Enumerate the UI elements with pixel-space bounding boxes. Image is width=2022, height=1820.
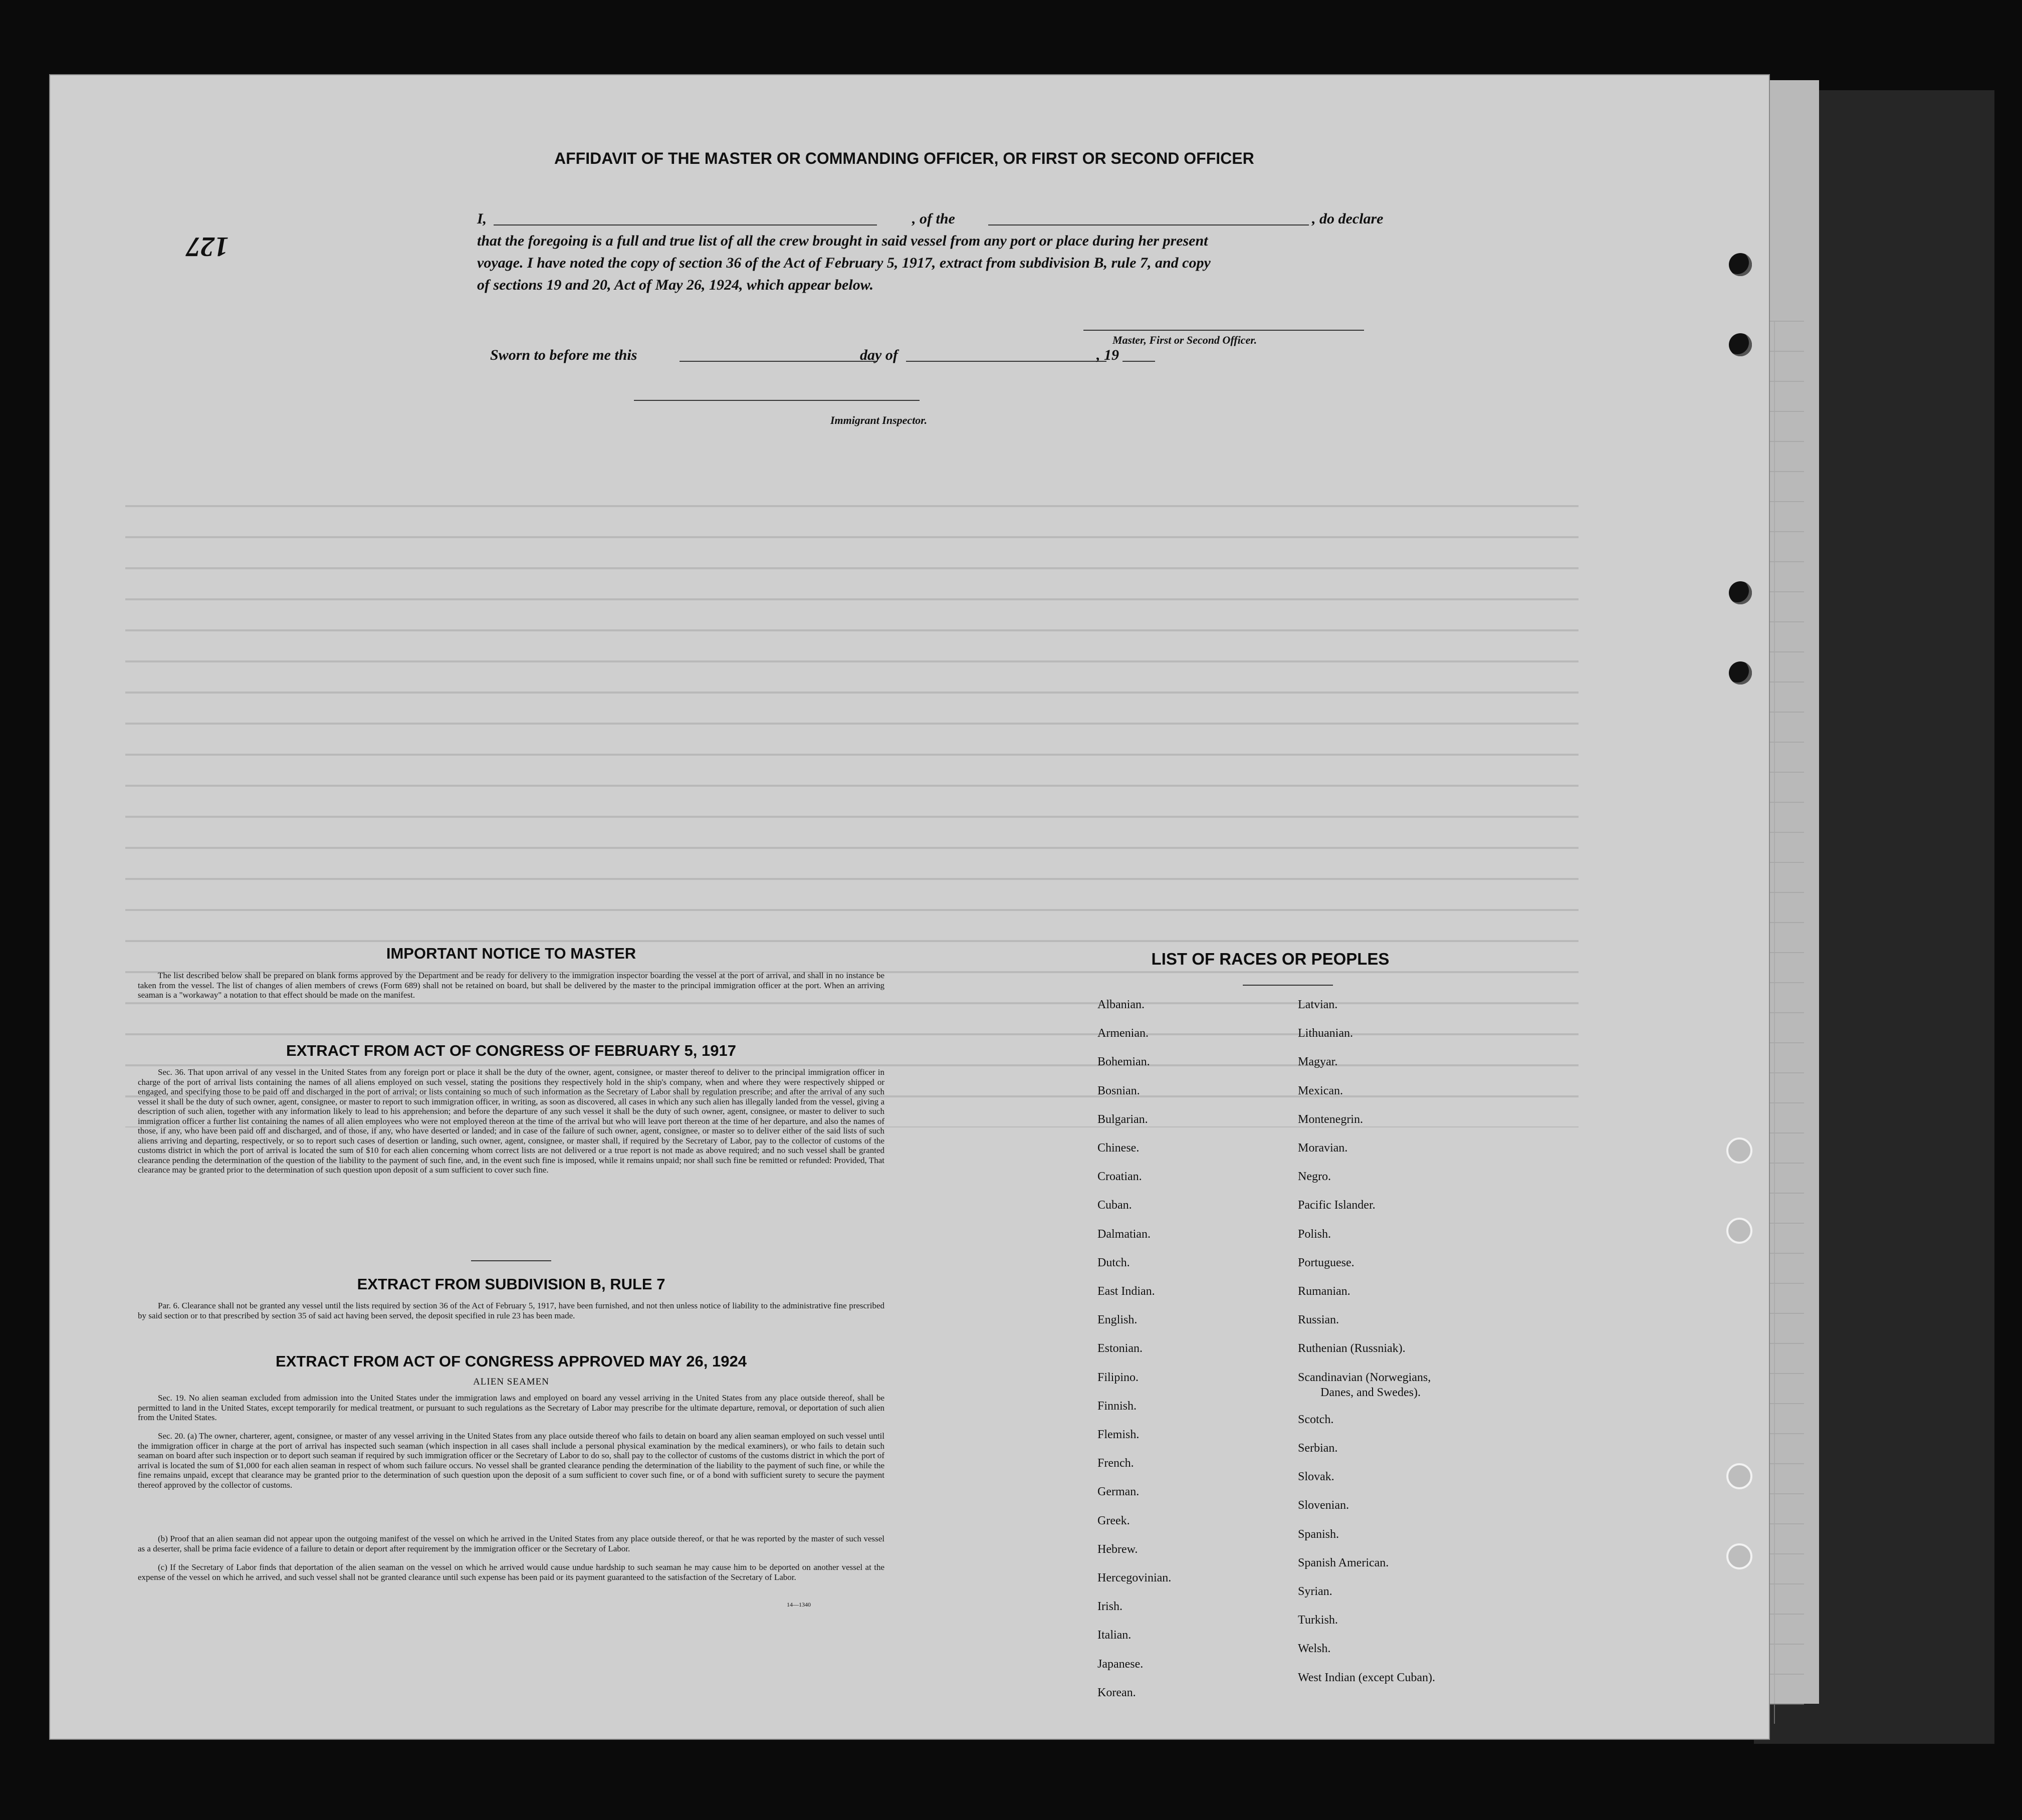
race-list-item: Slovak. [1298, 1470, 1334, 1484]
race-list-item: Croatian. [1097, 1170, 1142, 1184]
master-signature-field [1083, 330, 1364, 331]
race-list-item: Irish. [1097, 1600, 1122, 1614]
act-1924-section-20b: (b) Proof that an alien seaman did not appear upon the outgoing manifest of the vessel on which he arrived in the United States from any place outside thereof, or that he was reported by the master of such vessel as a deserter, shall be prima facie evidence of a failure to detain or deport after requirement by the immigration officer or the Secretary of Labor. [138, 1534, 884, 1553]
race-list-item: Pacific Islander. [1298, 1199, 1376, 1212]
act-1924-section-19: Sec. 19. No alien seaman excluded from admission into the United States under the immigration laws and employed on board any vessel arriving in the United States from any place outside thereof, shall be permitted to land in the United States, except temporarily for medical treatment, or pursuant to such regulations as the Secretary of Labor may prescribe for the ultimate departure, removal, or deportation of such alien from the United States. [138, 1393, 884, 1422]
rule-7-title: EXTRACT FROM SUBDIVISION B, RULE 7 [357, 1275, 665, 1293]
race-list-item: Estonian. [1097, 1342, 1143, 1355]
sworn-month-field [906, 361, 1106, 362]
divider [471, 1260, 551, 1261]
affidavit-text-line: of sections 19 and 20, Act of May 26, 1924, which appear below. [477, 277, 874, 293]
vessel-name-field [988, 224, 1309, 225]
binder-hole [1729, 253, 1752, 276]
form-number: 14—1340 [787, 1601, 811, 1608]
race-list-item: Armenian. [1097, 1027, 1149, 1040]
inspector-caption: Immigrant Inspector. [830, 414, 928, 426]
affidavit-title: AFFIDAVIT OF THE MASTER OR COMMANDING OFFICER, OR FIRST OR SECOND OFFICER [554, 149, 1254, 167]
act-1917-section-36: Sec. 36. That upon arrival of any vessel in the United States from any foreign port or place it shall be the duty of the owner, agent, consignee, or master thereof to deliver to the principal immigration officer in charge of the port of arrival lists containing the names of all aliens employed on such vessel, stating the positions they respectively hold in the ship's company, when and where they were respectively shipped or engaged, and specifying those to be paid off and discharged in the port of arrival; or lists containing so much of such information as the Secretary of Labor shall by regulation prescribe; and after the arrival of any such vessel it shall be the duty of such owner, agent, consignee, or master to report to such immigration officer, in writing, as soon as discovered, all cases in which any such alien has illegally landed from the vessel, giving a description of such alien, together with any information likely to lead to his apprehension; and before the departure of any such vessel it shall be the duty of such owner, agent, consignee, or master to deliver to such immigration officer a further list containing the names of all alien employees who were not employed thereon at the time of the arrival but who will leave port thereon at the time of her departure, and also the names of those, if any, who have been paid off and discharged, and of those, if any, who have deserted or landed; and in case of the failure of such owner, agent, consignee, or master so to deliver either of the said lists of such aliens arriving and departing, respectively, or so to report such cases of desertion or landing, such owner, agent, consignee, or master shall, if required by the Secretary of Labor, pay to the collector of customs of the customs district in which the port of arrival is located the sum of $10 for each alien concerning whom correct lists are not delivered or a true report is not made as above required; and no such vessel shall be granted clearance pending the determination of the question of the liability to the payment of such fine, and, in the event such fine is imposed, while it remains unpaid; nor shall such fine be remitted or refunded: Provided, That clearance may be granted prior to the determination of such question upon deposit of a sum sufficient to cover such fine. [138, 1067, 884, 1175]
race-list-item: Flemish. [1097, 1428, 1140, 1441]
rule-7-paragraph-6: Par. 6. Clearance shall not be granted any vessel until the lists required by section 36 of the Act of February 5, 1917, have been furnished, and not then unless notice of liability to the administrative fine prescribed by said section or to that prescribed by section 35 of said act having been served, the deposit specified in rule 23 has been made. [138, 1301, 884, 1320]
race-list-item: Serbian. [1298, 1442, 1338, 1455]
race-list-item: Bosnian. [1097, 1084, 1140, 1097]
reinforcement-ring [1726, 1463, 1752, 1489]
sworn-year-field [1122, 361, 1155, 362]
race-list-item: Spanish American. [1298, 1556, 1389, 1569]
race-list-item: French. [1097, 1457, 1134, 1470]
race-list-item: Slovenian. [1298, 1499, 1349, 1512]
race-list-item: Dutch. [1097, 1256, 1130, 1269]
race-list-item: Albanian. [1097, 998, 1145, 1011]
bleed-through-text [125, 476, 1579, 1127]
race-list-item: Russian. [1298, 1313, 1339, 1327]
race-list-item: Chinese. [1097, 1142, 1140, 1155]
race-list-item: Rumanian. [1298, 1285, 1351, 1298]
race-list-item: Polish. [1298, 1227, 1331, 1241]
divider [1243, 985, 1333, 986]
act-1924-section-20c: (c) If the Secretary of Labor finds that deportation of the alien seaman on the vessel on which he arrived would cause undue hardship to such seaman he may cause him to be deported on another vessel at the expense of the vessel on which he arrived, and such vessel shall not be granted clearance until such expense has been paid or its payment guaranteed to the satisfaction of the Secretary of Labor. [138, 1562, 884, 1582]
race-list-item: Bulgarian. [1097, 1112, 1148, 1126]
act-1924-section-20a: Sec. 20. (a) The owner, charterer, agent, consignee, or master of any vessel arriving in the United States from any place outside thereof who fails to detain on board any alien seaman employed on such vessel until the immigration officer in charge at the port of arrival has inspected such seaman (which inspection in all cases shall include a personal physical examination by the medical examiners), or who fails to detain such seaman on board after such inspection or to deport such seaman if required by such immigration officer or the Secretary of Labor to do so, shall pay to the collector of customs of the customs district in which the port of arrival is located the sum of $1,000 for each alien seaman in respect of whom such failure occurs. No vessel shall be granted clearance pending the determination of the liability to the payment of such fine, or while the fine remains unpaid, except that clearance may be granted prior to the determination of such question upon the deposit of a sum sufficient to cover such fine, or of a bond with sufficient surety to secure the payment thereof approved by the collector of customs. [138, 1431, 884, 1490]
inspector-signature-field [634, 400, 920, 401]
race-list-item: Finnish. [1097, 1399, 1137, 1413]
race-list-item: Montenegrin. [1298, 1112, 1363, 1126]
race-list-item: West Indian (except Cuban). [1298, 1671, 1435, 1684]
race-list-item: Magyar. [1298, 1055, 1338, 1069]
notice-title: IMPORTANT NOTICE TO MASTER [386, 945, 636, 962]
scan-edge-notch [1999, 601, 2022, 671]
alien-seamen-subtitle: ALIEN SEAMEN [473, 1377, 549, 1387]
race-list-item: Syrian. [1298, 1585, 1332, 1598]
year-label: , 19 [1096, 347, 1119, 363]
of-the-label: , of the [912, 210, 955, 227]
notice-body: The list described below shall be prepared on blank forms approved by the Department and be ready for delivery to the immigration inspector boarding the vessel at the port of arrival, and shall in no instance be taken from the vessel. The list of changes of alien members of crews (Form 689) shall not be retained on board, but shall be delivered by the master to the principal immigration officer at the port. When an arriving seaman is a "workaway" a notation to that effect should be made on the manifest. [138, 971, 884, 1000]
race-list-item: English. [1097, 1313, 1138, 1327]
binder-hole [1729, 581, 1752, 604]
act-1924-title: EXTRACT FROM ACT OF CONGRESS APPROVED MAY 26, 1924 [276, 1352, 747, 1370]
race-list-item: East Indian. [1097, 1285, 1155, 1298]
do-declare-label: , do declare [1312, 210, 1384, 227]
race-list-item: Moravian. [1298, 1142, 1348, 1155]
race-list-item: Japanese. [1097, 1657, 1144, 1671]
affidavit-text-line: that the foregoing is a full and true list of all the crew brought in said vessel from any port or place during her present [477, 233, 1208, 249]
binder-hole [1729, 333, 1752, 356]
reinforcement-ring [1726, 1138, 1752, 1164]
handwritten-page-number: 127 [186, 231, 229, 262]
race-list-item: Bohemian. [1097, 1055, 1150, 1069]
race-list-item: Turkish. [1298, 1614, 1338, 1627]
affidavit-text-line: voyage. I have noted the copy of section 36 of the Act of February 5, 1917, extract from subdivision B, rule 7, and copy [477, 255, 1211, 271]
act-1917-title: EXTRACT FROM ACT OF CONGRESS OF FEBRUARY 5, 1917 [286, 1042, 736, 1059]
reinforcement-ring [1726, 1218, 1752, 1244]
race-list-item: Scotch. [1298, 1413, 1334, 1426]
sworn-day-field [680, 361, 877, 362]
race-list-item: Dalmatian. [1097, 1227, 1151, 1241]
affidavit-sheet [50, 75, 1769, 1739]
day-of-label: day of [860, 347, 898, 363]
race-list-item: Portuguese. [1298, 1256, 1355, 1269]
race-list-item: Danes, and Swedes). [1320, 1386, 1421, 1399]
race-list-item: Hebrew. [1097, 1542, 1138, 1556]
race-list-item: German. [1097, 1485, 1140, 1499]
race-list-item: Latvian. [1298, 998, 1338, 1011]
race-list-item: Lithuanian. [1298, 1027, 1353, 1040]
race-list-item: Scandinavian (Norwegians, [1298, 1371, 1431, 1384]
race-list-item: Korean. [1097, 1686, 1136, 1699]
race-list-item: Greek. [1097, 1514, 1130, 1527]
reinforcement-ring [1726, 1543, 1752, 1569]
race-list-item: Ruthenian (Russniak). [1298, 1342, 1406, 1355]
race-list-item: Cuban. [1097, 1199, 1132, 1212]
races-title: LIST OF RACES OR PEOPLES [1151, 950, 1390, 968]
race-list-item: Mexican. [1298, 1084, 1343, 1097]
affiant-name-field [494, 224, 877, 225]
race-list-item: Hercegovinian. [1097, 1571, 1172, 1584]
race-list-item: Filipino. [1097, 1371, 1139, 1384]
race-list-item: Spanish. [1298, 1527, 1339, 1541]
race-list-item: Negro. [1298, 1170, 1331, 1184]
sworn-label: Sworn to before me this [490, 347, 637, 363]
binder-hole [1729, 661, 1752, 685]
race-list-item: Welsh. [1298, 1642, 1331, 1656]
race-list-item: Italian. [1097, 1629, 1132, 1642]
affiant-label: I, [477, 210, 487, 227]
master-caption: Master, First or Second Officer. [1112, 334, 1257, 346]
